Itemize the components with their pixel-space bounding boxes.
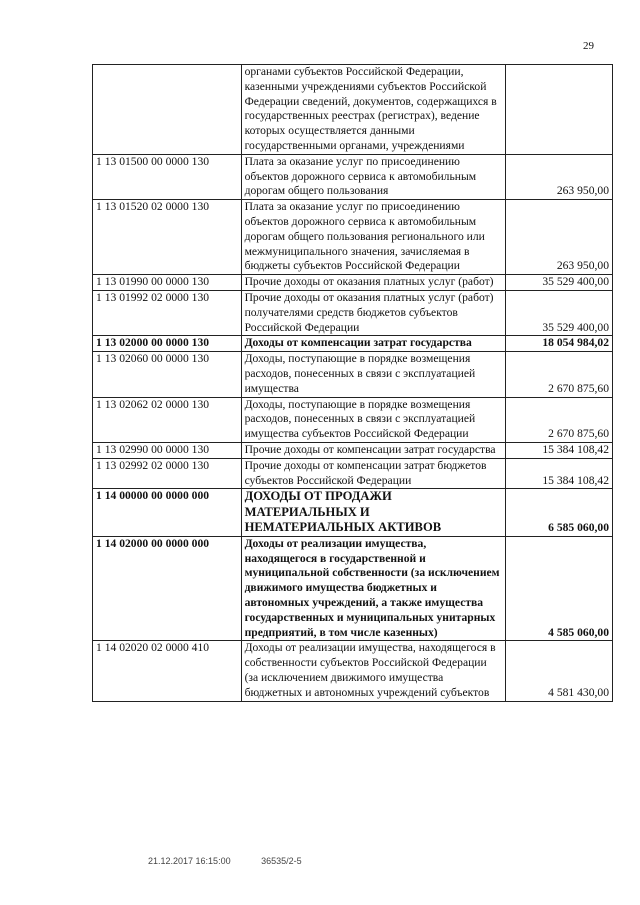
revenue-code-cell: 1 13 02000 00 0000 130	[93, 336, 242, 352]
table-row	[93, 489, 613, 537]
revenue-amount-cell: 15 384 108,42	[505, 458, 612, 489]
revenue-amount-cell: 2 670 875,60	[505, 397, 612, 442]
revenue-name-cell: Доходы от реализации имущества, находящегося в собственности субъектов Российской Федерации (за исключением движимого имущества бюджетных и автономных учреждений субъектов	[241, 641, 505, 701]
table-row	[93, 200, 613, 275]
revenue-code-cell: 1 13 02992 02 0000 130	[93, 458, 242, 489]
page-footer	[148, 856, 330, 866]
revenue-amount-cell: 263 950,00	[505, 154, 612, 199]
revenue-code-cell: 1 14 02000 00 0000 000	[93, 536, 242, 641]
revenue-code-cell: 1 14 00000 00 0000 000	[93, 489, 242, 537]
table-row	[93, 442, 613, 458]
revenue-name-cell: органами субъектов Российской Федерации, казенными учреждениями субъектов Российской Федерации сведений, документов, содержащихся в государственных реестрах (регистрах), ведение которых осуществляется данными государственными органами, учреждениями	[241, 65, 505, 155]
revenue-table	[92, 64, 613, 702]
revenue-name-cell: Прочие доходы от оказания платных услуг (работ) получателями средств бюджетов субъектов Российской Федерации	[241, 290, 505, 335]
table-row	[93, 65, 613, 155]
revenue-amount-cell: 4 585 060,00	[505, 536, 612, 641]
revenue-amount-cell: 15 384 108,42	[505, 442, 612, 458]
revenue-amount-cell: 2 670 875,60	[505, 352, 612, 397]
revenue-amount-cell	[505, 65, 612, 155]
table-row	[93, 352, 613, 397]
revenue-code-cell: 1 13 01520 02 0000 130	[93, 200, 242, 275]
table-row	[93, 641, 613, 701]
revenue-code-cell: 1 14 02020 02 0000 410	[93, 641, 242, 701]
revenue-name-cell: ДОХОДЫ ОТ ПРОДАЖИ МАТЕРИАЛЬНЫХ И НЕМАТЕРИАЛЬНЫХ АКТИВОВ	[241, 489, 505, 537]
revenue-code-cell	[93, 65, 242, 155]
revenue-name-cell: Плата за оказание услуг по присоединению объектов дорожного сервиса к автомобильным дорогам общего пользования	[241, 154, 505, 199]
page-number: 29	[583, 40, 594, 52]
table-row	[93, 536, 613, 641]
revenue-code-cell: 1 13 01990 00 0000 130	[93, 275, 242, 291]
revenue-code-cell: 1 13 02990 00 0000 130	[93, 442, 242, 458]
revenue-name-cell: Плата за оказание услуг по присоединению объектов дорожного сервиса к автомобильным дорогам общего пользования регионального или межмуниципального значения, зачисляемая в бюджеты субъектов Российской Федерации	[241, 200, 505, 275]
revenue-code-cell: 1 13 01992 02 0000 130	[93, 290, 242, 335]
table-row	[93, 397, 613, 442]
revenue-name-cell: Прочие доходы от оказания платных услуг (работ)	[241, 275, 505, 291]
table-row	[93, 275, 613, 291]
revenue-name-cell: Доходы от реализации имущества, находящегося в государственной и муниципальной собственности (за исключением движимого имущества бюджетных и автономных учреждений, а также имущества государственных и муниципальных унитарных предприятий, в том числе казенных)	[241, 536, 505, 641]
revenue-name-cell: Доходы, поступающие в порядке возмещения расходов, понесенных в связи с эксплуатацией имущества	[241, 352, 505, 397]
table-row	[93, 336, 613, 352]
revenue-amount-cell: 263 950,00	[505, 200, 612, 275]
revenue-amount-cell: 4 581 430,00	[505, 641, 612, 701]
revenue-code-cell: 1 13 02060 00 0000 130	[93, 352, 242, 397]
table-row	[93, 290, 613, 335]
revenue-name-cell: Прочие доходы от компенсации затрат государства	[241, 442, 505, 458]
revenue-amount-cell: 6 585 060,00	[505, 489, 612, 537]
revenue-code-cell: 1 13 02062 02 0000 130	[93, 397, 242, 442]
table-row	[93, 154, 613, 199]
revenue-amount-cell: 18 054 984,02	[505, 336, 612, 352]
revenue-name-cell: Доходы от компенсации затрат государства	[241, 336, 505, 352]
footer-timestamp: 21.12.2017 16:15:00	[148, 856, 231, 866]
footer-doc-id: 36535/2-5	[261, 856, 302, 866]
table-row	[93, 458, 613, 489]
revenue-name-cell: Доходы, поступающие в порядке возмещения расходов, понесенных в связи с эксплуатацией имущества субъектов Российской Федерации	[241, 397, 505, 442]
revenue-amount-cell: 35 529 400,00	[505, 290, 612, 335]
revenue-code-cell: 1 13 01500 00 0000 130	[93, 154, 242, 199]
revenue-name-cell: Прочие доходы от компенсации затрат бюджетов субъектов Российской Федерации	[241, 458, 505, 489]
revenue-amount-cell: 35 529 400,00	[505, 275, 612, 291]
